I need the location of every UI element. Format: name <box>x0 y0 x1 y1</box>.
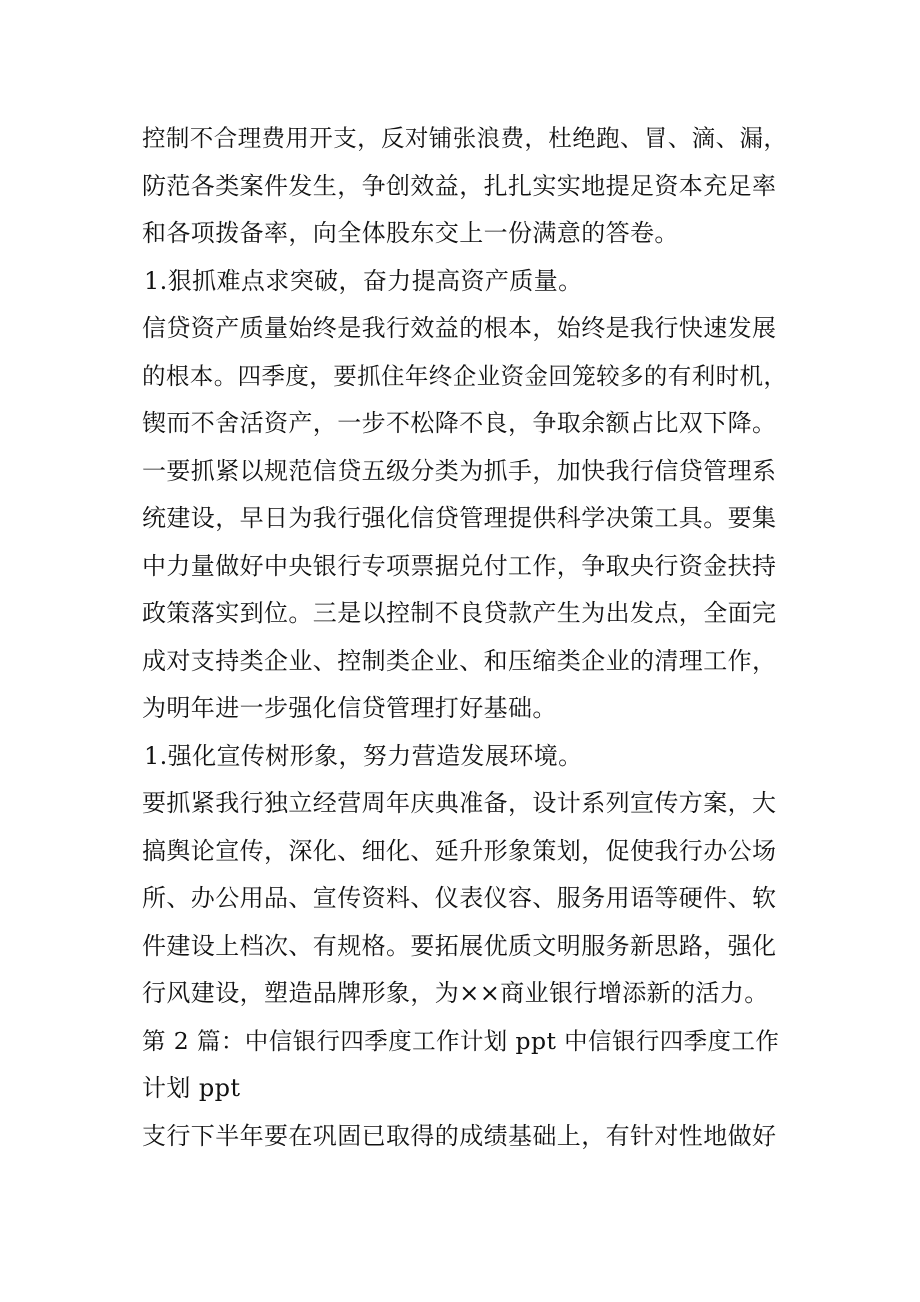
text-line: 的根本。四季度，要抓住年终企业资金回笼较多的有利时机， <box>142 361 788 390</box>
document-body <box>142 115 792 1160</box>
article-title-continued: 计划 ppt <box>142 1074 241 1102</box>
text-line: 行风建设，塑造品牌形象，为××商业银行增添新的活力。 <box>142 979 769 1007</box>
text-line: 支行下半年要在巩固已取得的成绩基础上，有针对性地做好 <box>142 1121 777 1150</box>
text-line: 统建设，早日为我行强化信贷管理提供科学决策工具。要集 <box>142 504 777 532</box>
text-line: 件建设上档次、有规格。要拓展优质文明服务新思路，强化 <box>142 931 777 960</box>
text-line: 一要抓紧以规范信贷五级分类为抓手，加快我行信贷管理系 <box>142 456 777 485</box>
text-line: 要抓紧我行独立经营周年庆典准备，设计系列宣传方案，大 <box>142 789 777 817</box>
text-line: 政策落实到位。三是以控制不良贷款产生为出发点，全面完 <box>142 599 777 627</box>
text-line: 锲而不舍活资产，一步不松降不良，争取余额占比双下降。 <box>142 409 777 437</box>
text-line: 成对支持类企业、控制类企业、和压缩类企业的清理工作， <box>142 646 777 675</box>
text-line: 所、办公用品、宣传资料、仪表仪容、服务用语等硬件、软 <box>142 884 777 912</box>
text-line: 防范各类案件发生，争创效益，扎扎实实地提足资本充足率 <box>142 171 777 200</box>
section-heading: 1.狠抓难点求突破，奋力提高资产质量。 <box>144 266 583 295</box>
section-heading: 1.强化宣传树形象，努力营造发展环境。 <box>144 741 583 770</box>
text-line: 和各项拨备率，向全体股东交上一份满意的答卷。 <box>142 219 679 247</box>
article-title: 第 2 篇：中信银行四季度工作计划 ppt 中信银行四季度工作 <box>142 1026 780 1055</box>
text-line: 中力量做好中央银行专项票据兑付工作，争取央行资金扶持 <box>142 551 777 580</box>
text-line: 控制不合理费用开支，反对铺张浪费，杜绝跑、冒、滴、漏， <box>142 124 788 152</box>
text-line: 为明年进一步强化信贷管理打好基础。 <box>142 694 557 722</box>
text-line: 信贷资产质量始终是我行效益的根本，始终是我行快速发展 <box>142 314 777 342</box>
text-line: 搞舆论宣传，深化、细化、延升形象策划，促使我行办公场 <box>142 836 777 865</box>
